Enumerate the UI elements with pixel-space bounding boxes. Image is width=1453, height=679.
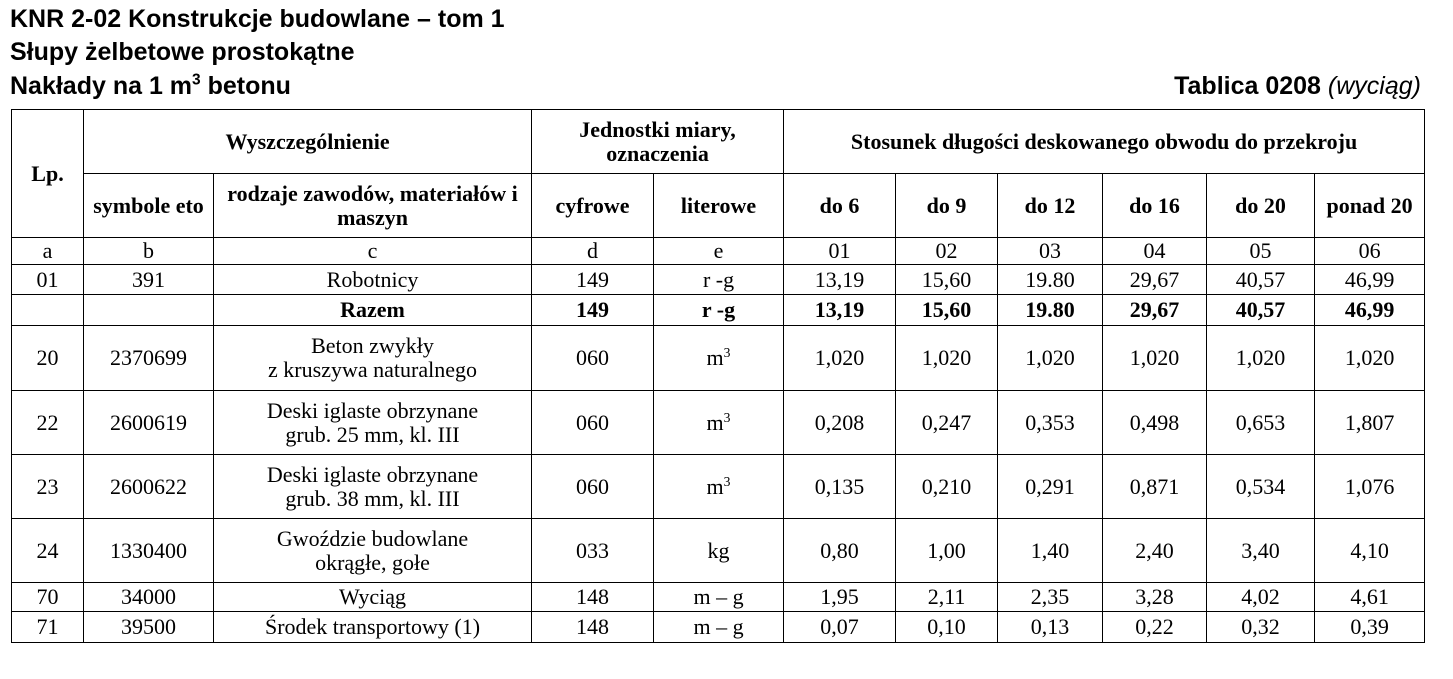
cell-value: 15,60 xyxy=(896,265,998,295)
header-wyszczegolnienie: Wyszczególnienie xyxy=(84,110,532,174)
cell-name-line1: Deski iglaste obrzynane xyxy=(266,397,479,423)
cell-name-line2: grub. 38 mm, kl. III xyxy=(285,485,460,511)
unit-superscript: 3 xyxy=(723,409,731,425)
cell-value: 1,020 xyxy=(896,326,998,391)
cell-symbol: 34000 xyxy=(84,583,214,612)
cell-cyfrowe: 149 xyxy=(532,295,654,326)
cell-value: 2,40 xyxy=(1103,519,1207,583)
header-col-6: ponad 20 xyxy=(1315,174,1425,238)
header-literowe: literowe xyxy=(654,174,784,238)
letter-cell: b xyxy=(84,238,214,265)
letter-cell: a xyxy=(12,238,84,265)
cell-lp: 22 xyxy=(12,391,84,455)
cell-value: 0,22 xyxy=(1103,612,1207,643)
cell-symbol: 2370699 xyxy=(84,326,214,391)
cell-value: 46,99 xyxy=(1315,295,1425,326)
subheading-text-post: betonu xyxy=(200,72,291,100)
cell-value: 4,61 xyxy=(1315,583,1425,612)
table-row xyxy=(12,519,1425,583)
cell-value: 40,57 xyxy=(1207,265,1315,295)
table-row xyxy=(12,391,1425,455)
letter-cell: 01 xyxy=(784,238,896,265)
cell-symbol xyxy=(84,295,214,326)
header-col-2: do 9 xyxy=(896,174,998,238)
cell-name-line1: Gwoździe budowlane xyxy=(276,525,469,551)
header-row-1 xyxy=(12,110,1425,174)
cell-value: 40,57 xyxy=(1207,295,1315,326)
header-col-3: do 12 xyxy=(998,174,1103,238)
cell-value: 29,67 xyxy=(1103,265,1207,295)
cell-lp: 01 xyxy=(12,265,84,295)
cell-name: Wyciąg xyxy=(214,583,532,612)
cell-value: 1,020 xyxy=(1315,326,1425,391)
cell-name-line1: Beton zwykły xyxy=(311,333,434,358)
cell-value: 2,11 xyxy=(896,583,998,612)
cell-value: 1,076 xyxy=(1315,455,1425,519)
cell-value: 0,39 xyxy=(1315,612,1425,643)
header-rodzaje: rodzaje zawodów, materiałów i maszyn xyxy=(214,174,532,238)
letter-row xyxy=(12,238,1425,265)
cell-lp: 20 xyxy=(12,326,84,391)
document-subtitle: Słupy żelbetowe prostokątne xyxy=(10,38,355,66)
letter-cell: e xyxy=(654,238,784,265)
unit-superscript: 3 xyxy=(723,473,731,489)
cell-cyfrowe: 060 xyxy=(532,326,654,391)
cell-value: 19.80 xyxy=(998,265,1103,295)
cell-symbol: 1330400 xyxy=(84,519,214,583)
cell-value: 13,19 xyxy=(784,265,896,295)
cell-name xyxy=(214,391,532,455)
cell-value: 1,020 xyxy=(1103,326,1207,391)
table-row xyxy=(12,265,1425,295)
header-col-5: do 20 xyxy=(1207,174,1315,238)
cell-value: 0,210 xyxy=(896,455,998,519)
letter-cell: 06 xyxy=(1315,238,1425,265)
cell-literowe: r -g xyxy=(654,295,784,326)
cell-value: 15,60 xyxy=(896,295,998,326)
cell-value: 19.80 xyxy=(998,295,1103,326)
cell-value: 0,32 xyxy=(1207,612,1315,643)
header-symbole: symbole eto xyxy=(84,174,214,238)
table-row xyxy=(12,612,1425,643)
cell-cyfrowe: 060 xyxy=(532,455,654,519)
cell-name-line2: okrągłe, gołe xyxy=(315,549,430,575)
cell-name-line2: grub. 25 mm, kl. III xyxy=(285,421,460,447)
cell-value: 1,807 xyxy=(1315,391,1425,455)
header-col-4: do 16 xyxy=(1103,174,1207,238)
header-cyfrowe: cyfrowe xyxy=(532,174,654,238)
cell-value: 1,020 xyxy=(1207,326,1315,391)
cell-name: Robotnicy xyxy=(214,265,532,295)
cell-cyfrowe: 148 xyxy=(532,583,654,612)
cell-literowe xyxy=(654,391,784,455)
cell-lp xyxy=(12,295,84,326)
unit-text: m xyxy=(706,409,724,435)
cell-value: 3,28 xyxy=(1103,583,1207,612)
unit-text: m xyxy=(706,345,724,370)
cell-value: 1,020 xyxy=(998,326,1103,391)
cell-symbol: 2600619 xyxy=(84,391,214,455)
cell-literowe: r -g xyxy=(654,265,784,295)
subheading-superscript: 3 xyxy=(192,71,201,89)
cell-value: 0,208 xyxy=(784,391,896,455)
cell-value: 0,07 xyxy=(784,612,896,643)
table-row xyxy=(12,326,1425,391)
table-row xyxy=(12,455,1425,519)
cell-symbol: 391 xyxy=(84,265,214,295)
cell-name xyxy=(214,455,532,519)
letter-cell: 03 xyxy=(998,238,1103,265)
cell-value: 3,40 xyxy=(1207,519,1315,583)
cell-value: 4,10 xyxy=(1315,519,1425,583)
cell-value: 0,534 xyxy=(1207,455,1315,519)
unit-superscript: 3 xyxy=(723,344,731,360)
cell-value: 2,35 xyxy=(998,583,1103,612)
cell-cyfrowe: 149 xyxy=(532,265,654,295)
letter-cell: 04 xyxy=(1103,238,1207,265)
cell-name-line1: Deski iglaste obrzynane xyxy=(266,461,479,487)
cell-value: 0,80 xyxy=(784,519,896,583)
cell-value: 1,40 xyxy=(998,519,1103,583)
cell-literowe: m – g xyxy=(654,583,784,612)
document-subheading xyxy=(10,72,291,100)
unit-text: m xyxy=(706,473,724,499)
header-lp: Lp. xyxy=(12,110,84,238)
cell-literowe: m – g xyxy=(654,612,784,643)
cell-value: 0,653 xyxy=(1207,391,1315,455)
subheading-text-pre: Nakłady na 1 m xyxy=(10,72,193,100)
cell-value: 0,291 xyxy=(998,455,1103,519)
cell-value: 29,67 xyxy=(1103,295,1207,326)
cell-value: 1,00 xyxy=(896,519,998,583)
cell-symbol: 39500 xyxy=(84,612,214,643)
cell-value: 4,02 xyxy=(1207,583,1315,612)
table-id-label xyxy=(1174,72,1421,100)
cell-cyfrowe: 148 xyxy=(532,612,654,643)
cell-value: 1,95 xyxy=(784,583,896,612)
cell-value: 0,135 xyxy=(784,455,896,519)
cell-value: 46,99 xyxy=(1315,265,1425,295)
cell-value: 0,353 xyxy=(998,391,1103,455)
cell-lp: 71 xyxy=(12,612,84,643)
table-row xyxy=(12,583,1425,612)
table-note: (wyciąg) xyxy=(1327,72,1421,100)
cell-literowe: kg xyxy=(654,519,784,583)
cell-value: 13,19 xyxy=(784,295,896,326)
table-id: Tablica 0208 xyxy=(1174,72,1321,100)
cell-name-total: Razem xyxy=(214,295,532,326)
header-col-1: do 6 xyxy=(784,174,896,238)
cell-literowe xyxy=(654,455,784,519)
header-row-2 xyxy=(12,174,1425,238)
cell-literowe xyxy=(654,326,784,391)
cell-cyfrowe: 033 xyxy=(532,519,654,583)
letter-cell: 05 xyxy=(1207,238,1315,265)
cell-value: 0,247 xyxy=(896,391,998,455)
letter-cell: d xyxy=(532,238,654,265)
cell-value: 0,10 xyxy=(896,612,998,643)
cell-name: Środek transportowy (1) xyxy=(214,612,532,643)
cell-lp: 24 xyxy=(12,519,84,583)
cell-value: 1,020 xyxy=(784,326,896,391)
cell-name-line2: z kruszywa naturalnego xyxy=(268,357,477,382)
letter-cell: c xyxy=(214,238,532,265)
cell-cyfrowe: 060 xyxy=(532,391,654,455)
table-row-total xyxy=(12,295,1425,326)
cell-symbol: 2600622 xyxy=(84,455,214,519)
cell-lp: 23 xyxy=(12,455,84,519)
norms-table xyxy=(11,109,1425,643)
cell-value: 0,871 xyxy=(1103,455,1207,519)
header-jednostki: Jednostki miary, oznaczenia xyxy=(532,110,784,174)
cell-name xyxy=(214,326,532,391)
letter-cell: 02 xyxy=(896,238,998,265)
cell-name xyxy=(214,519,532,583)
header-stosunek: Stosunek długości deskowanego obwodu do przekroju xyxy=(784,110,1425,174)
cell-lp: 70 xyxy=(12,583,84,612)
document-title: KNR 2-02 Konstrukcje budowlane – tom 1 xyxy=(10,5,505,33)
cell-value: 0,498 xyxy=(1103,391,1207,455)
cell-value: 0,13 xyxy=(998,612,1103,643)
